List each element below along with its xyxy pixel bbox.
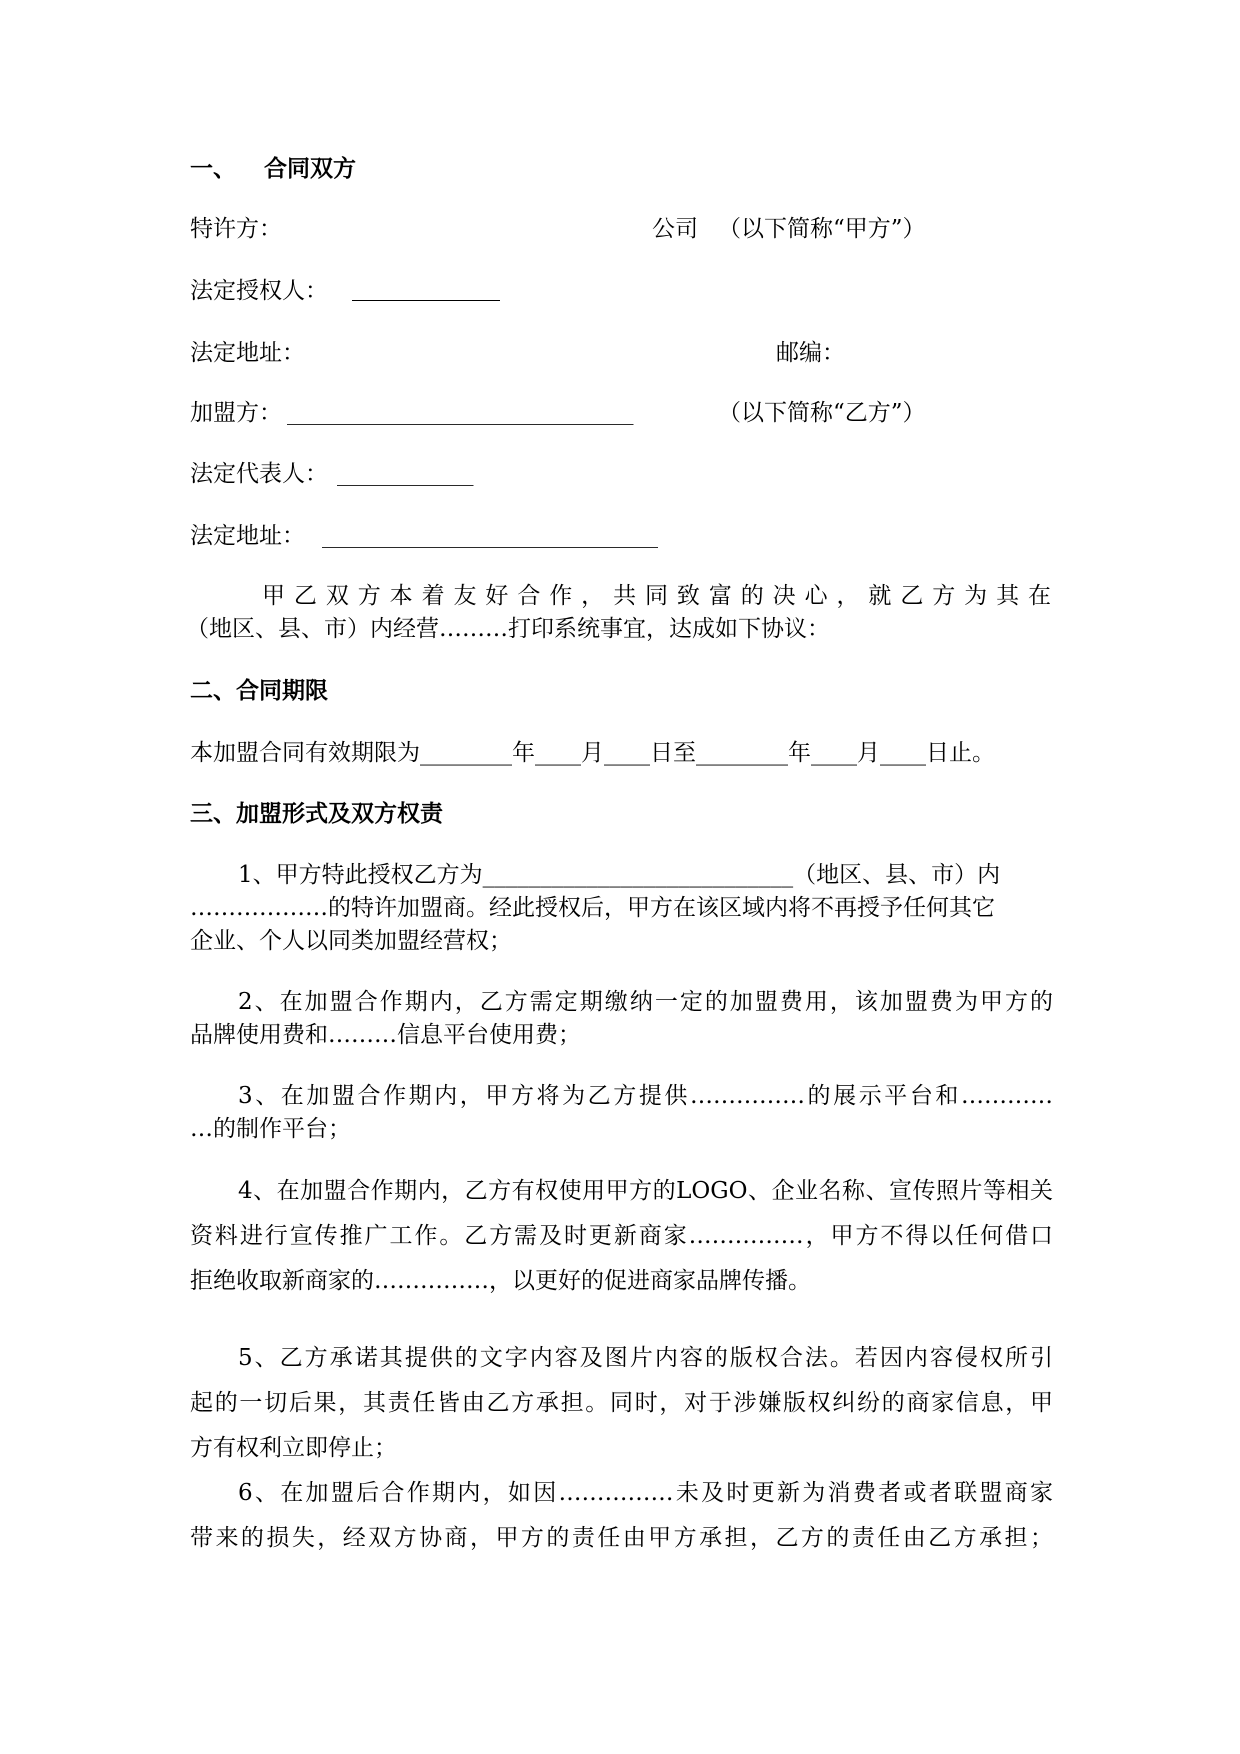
clause-3-line-1: 3、在加盟合作期内，甲方将为乙方提供……………的展示平台和………… (238, 1083, 1053, 1109)
clause-1-line-3: 企业、个人以同类加盟经营权； (190, 928, 512, 954)
section-1-number: 一、 (190, 156, 236, 182)
clause-6-line-2: 带来的损失，经双方协商，甲方的责任由甲方承担，乙方的责任由乙方承担； (190, 1525, 1053, 1551)
address-a-label: 法定地址： (190, 340, 305, 366)
party-a-company: 公司 (652, 216, 698, 242)
party-a-abbreviation: （以下简称“甲方”） (718, 216, 926, 242)
section-3-title: 三、加盟形式及双方权责 (190, 801, 443, 827)
clause-5-line-3: 方有权利立即停止； (190, 1435, 397, 1461)
clause-2-line-2: 品牌使用费和………信息平台使用费； (190, 1022, 581, 1048)
clause-3-line-2: …的制作平台； (190, 1116, 351, 1142)
clause-1-line-1: 1、甲方特此授权乙方为___________________________（地区、县、市）内 (238, 862, 1001, 888)
section-1-title: 合同双方 (264, 156, 356, 182)
clause-5-line-1: 5、乙方承诺其提供的文字内容及图片内容的版权合法。若因内容侵权所引 (238, 1345, 1053, 1371)
clause-2-line-1: 2、在加盟合作期内，乙方需定期缴纳一定的加盟费用，该加盟费为甲方的 (238, 989, 1053, 1015)
clause-4-line-3: 拒绝收取新商家的……………，以更好的促进商家品牌传播。 (190, 1268, 811, 1294)
contract-term-text: 本加盟合同有效期限为________年____月____日至________年____月____日止。 (190, 740, 995, 766)
intro-line-2: （地区、县、市）内经营………打印系统事宜，达成如下协议： (186, 616, 830, 642)
clause-4-line-2: 资料进行宣传推广工作。乙方需及时更新商家……………，甲方不得以任何借口 (190, 1223, 1053, 1249)
legal-rep-label: 法定代表人： (190, 461, 328, 487)
legal-rep-blank[interactable]: _____________ (337, 462, 474, 486)
intro-line-1: 甲乙双方本着友好合作，共同致富的决心，就乙方为其在 (262, 583, 1053, 609)
clause-5-line-2: 起的一切后果，其责任皆由乙方承担。同时，对于涉嫌版权纠纷的商家信息，甲 (190, 1390, 1053, 1416)
clause-6-line-1: 6、在加盟后合作期内，如因……………未及时更新为消费者或者联盟商家 (238, 1480, 1053, 1506)
address-b-label: 法定地址： (190, 523, 305, 549)
auth-person-blank-line[interactable] (352, 300, 500, 301)
party-b-label: 加盟方： (190, 400, 282, 426)
address-b-blank[interactable]: ________________________________ (322, 524, 658, 548)
party-b-blank[interactable]: _________________________________ (287, 401, 634, 425)
clause-4-line-1: 4、在加盟合作期内，乙方有权使用甲方的LOGO、企业名称、宣传照片等相关 (238, 1178, 1053, 1204)
clause-1-line-2: ………………的特许加盟商。经此授权后，甲方在该区域内将不再授予任何其它 (190, 895, 995, 921)
section-2-title: 二、合同期限 (190, 678, 328, 704)
auth-person-label: 法定授权人： (190, 278, 328, 304)
party-a-label: 特许方： (190, 216, 282, 242)
party-b-abbreviation: （以下简称“乙方”） (718, 400, 926, 426)
postcode-label: 邮编： (776, 340, 845, 366)
